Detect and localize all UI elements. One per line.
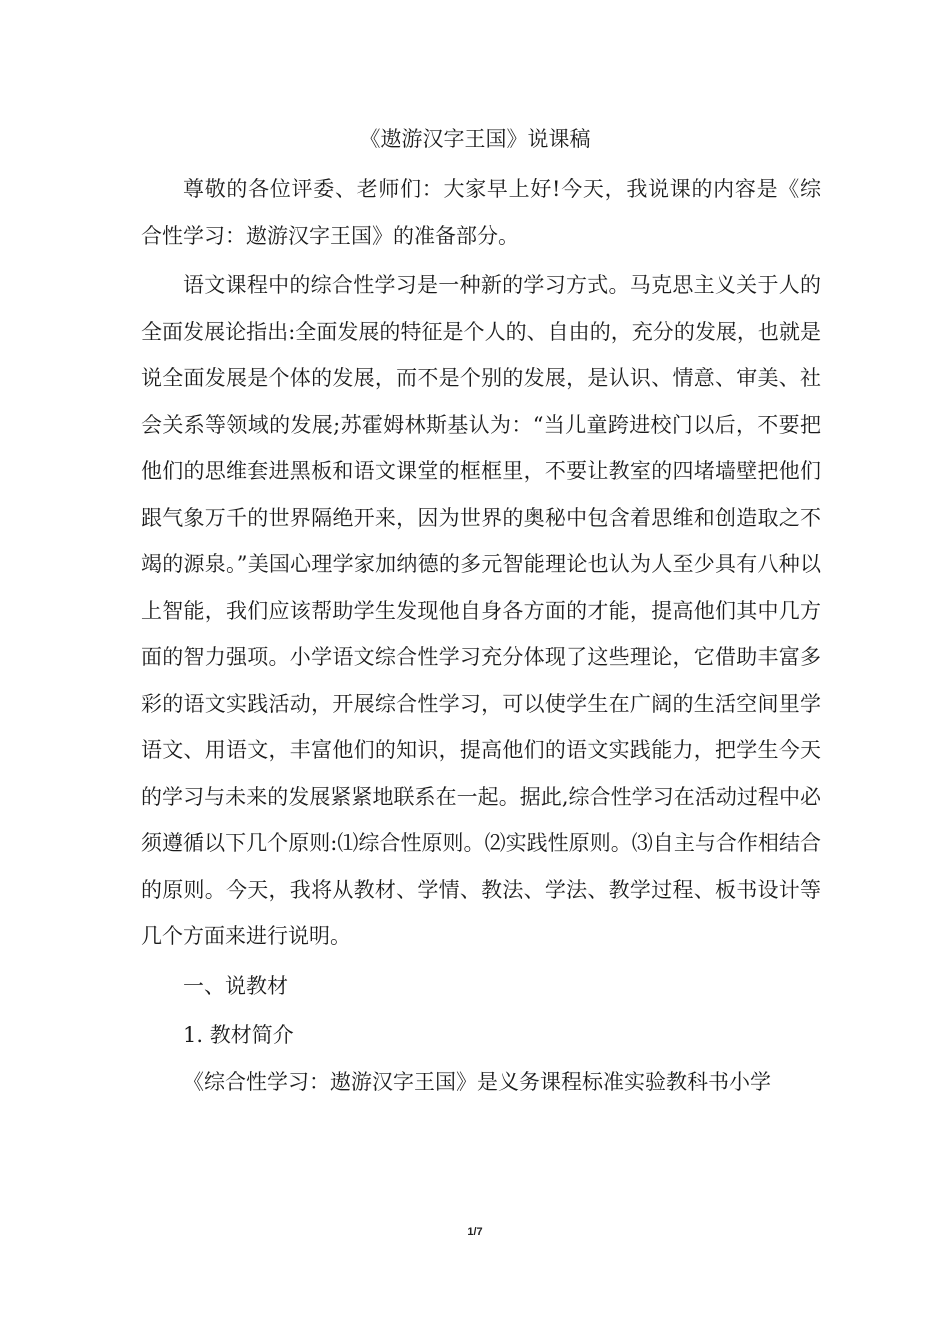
- page-number: 1/7: [467, 1226, 483, 1238]
- document-body: [141, 166, 821, 1105]
- section-heading: 一、说教材: [183, 973, 288, 998]
- subsection-heading: 1. 教材简介: [183, 1023, 294, 1047]
- paragraph-theory: 语文课程中的综合性学习是一种新的学习方式。马克思主义关于人的全面发展论指出:全面发展的特征是个人的、自由的，充分的发展，也就是说全面发展是个体的发展，而不是个别的发展，是认识、情意、审美、社会关系等领域的发展;苏霍姆林斯基认为：“当儿童跨进校门以后，不要把他们的思维套进黑板和语文课堂的框框里，不要让教室的四堵墙壁把他们跟气象万千的世界隔绝开来，因为世界的奥秘中包含着思维和创造取之不竭的源泉。”美国心理学家加纳德的多元智能理论也认为人至少具有八种以上智能，我们应该帮助学生发现他自身各方面的才能，提高他们其中几方面的智力强项。小学语文综合性学习充分体现了这些理论，它借助丰富多彩的语文实践活动，开展综合性学习，可以使学生在广阔的生活空间里学语文、用语文，丰富他们的知识，提高他们的语文实践能力，把学生今天的学习与未来的发展紧紧地联系在一起。据此,综合性学习在活动过程中必须遵循以下几个原则:⑴综合性原则。⑵实践性原则。⑶自主与合作相结合的原则。今天，我将从教材、学情、教法、学法、教学过程、板书设计等几个方面来进行说明。: [141, 273, 821, 948]
- document-title: 《遨游汉字王国》说课稿: [359, 127, 591, 151]
- paragraph-greeting: 尊敬的各位评委、老师们：大家早上好!今天，我说课的内容是《综合性学习：遨游汉字王国》的准备部分。: [141, 177, 821, 248]
- paragraph-textbook-intro: 《综合性学习：遨游汉字王国》是义务课程标准实验教科书小学: [183, 1069, 771, 1094]
